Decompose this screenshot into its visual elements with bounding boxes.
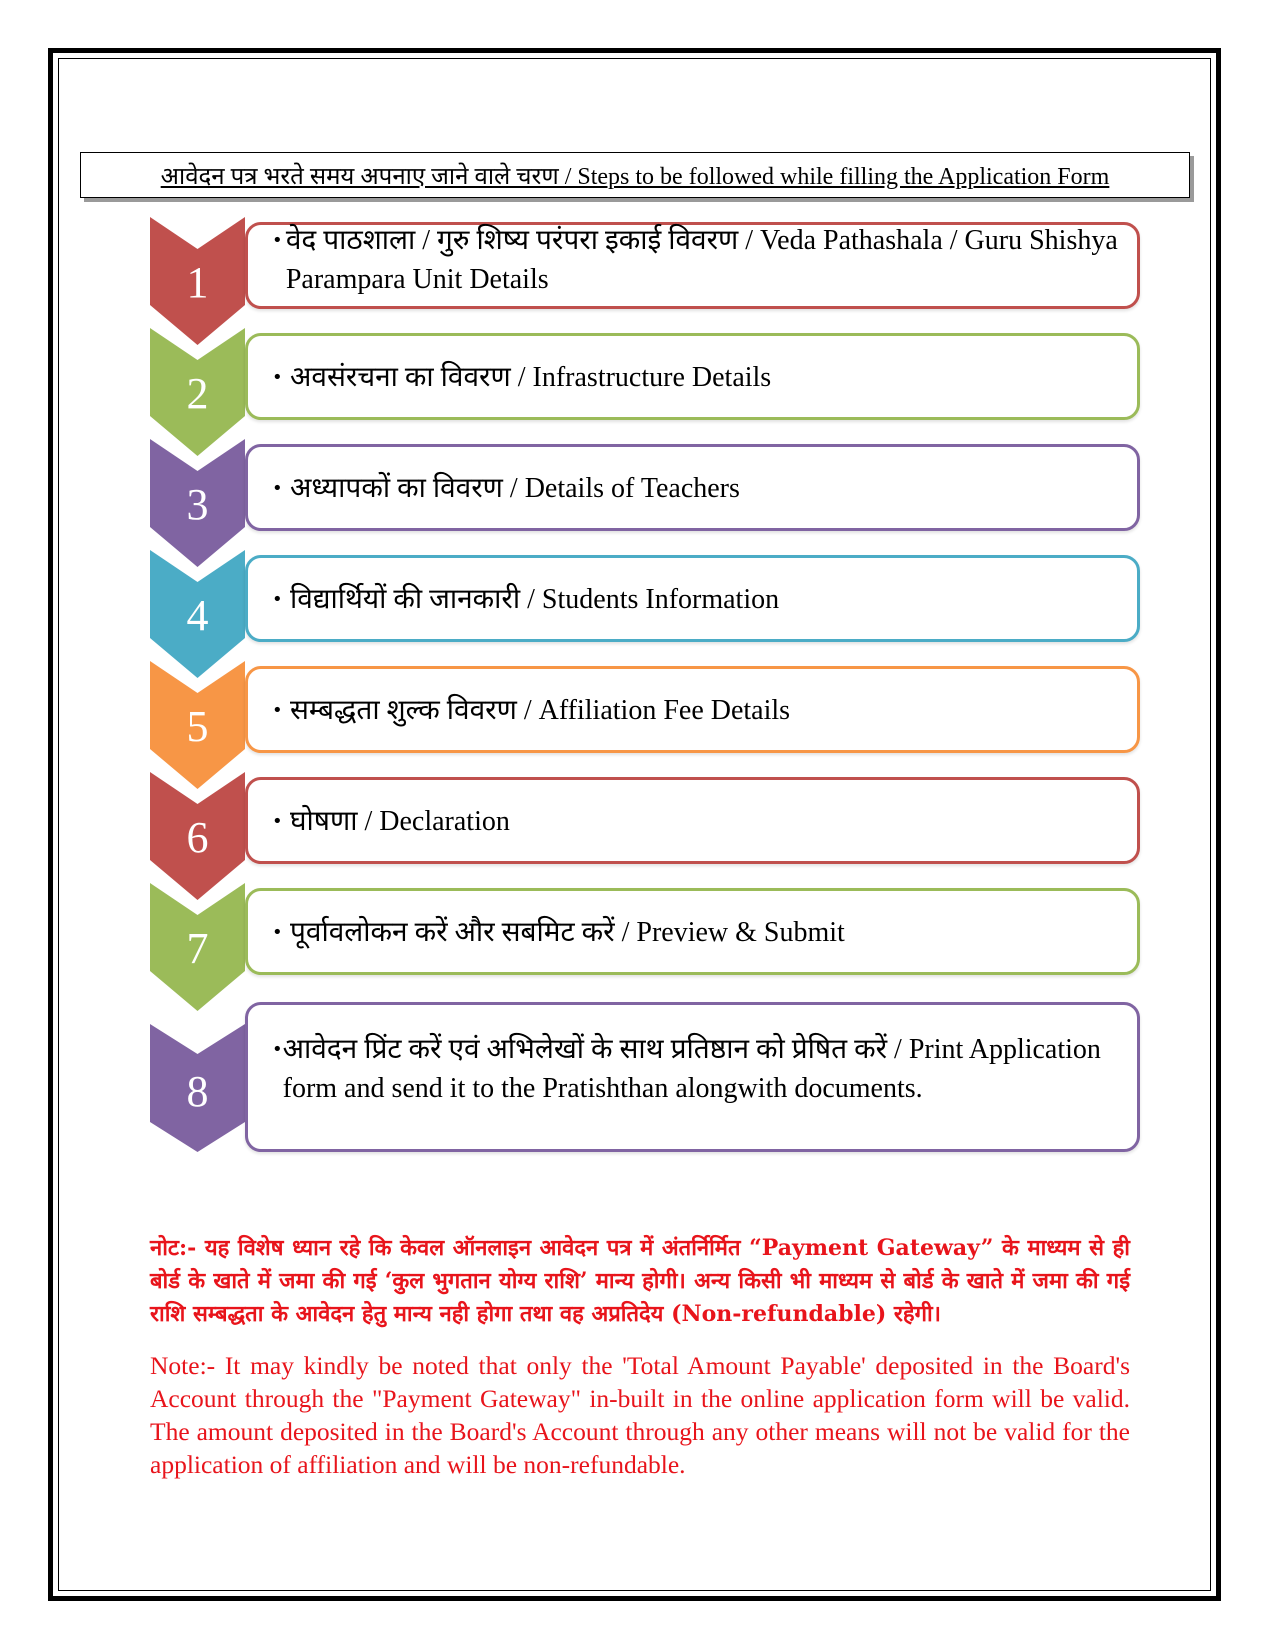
step-number: 8: [186, 1067, 209, 1116]
step-text: [272, 221, 1132, 299]
step-label: अवसंरचना का विवरण / Infrastructure Details: [290, 362, 772, 393]
step-label: आवेदन प्रिंट करें एवं अभिलेखों के साथ प्रतिष्ठान को प्रेषित करें / Print Application form and send it to the Pratishthan alongwith documents.: [282, 1034, 1101, 1104]
bullet-icon: •: [272, 700, 283, 721]
bullet-icon: •: [272, 811, 283, 832]
steps-title: आवेदन पत्र भरते समय अपनाए जाने वाले चरण / Steps to be followed while filling the Application Form: [160, 163, 1110, 190]
step-7: [150, 891, 1140, 1017]
step-text: [272, 1030, 1132, 1108]
bullet-icon: •: [272, 1039, 283, 1060]
step-number: 7: [186, 924, 209, 973]
steps-list: [150, 225, 1140, 1215]
step-text: [272, 802, 1132, 841]
note-english: Note:- It may kindly be noted that only the 'Total Amount Payable' deposited in the Board's Account through the "Payment Gateway" in-built in the online application form will be valid. The amount deposited in the Board's Account through any other means will not be valid for the application of affiliation and will be non-refundable.: [150, 1351, 1130, 1479]
bullet-icon: •: [272, 367, 283, 388]
step-label: अध्यापकों का विवरण / Details of Teachers: [290, 473, 740, 504]
step-text: [272, 580, 1132, 619]
step-label: सम्बद्धता शुल्क विवरण / Affiliation Fee Details: [290, 695, 791, 726]
step-number: 5: [186, 702, 209, 751]
step-number: 1: [186, 258, 209, 307]
steps-title-box: [80, 152, 1190, 198]
bullet-icon: •: [272, 589, 283, 610]
step-number: 3: [186, 480, 209, 529]
step-label: विद्यार्थियों की जानकारी / Students Information: [290, 584, 780, 615]
step-text: [272, 913, 1132, 952]
step-number: 2: [186, 369, 209, 418]
step-8: [150, 1002, 1140, 1152]
step-label: घोषणा / Declaration: [290, 806, 510, 837]
bullet-icon: •: [272, 922, 283, 943]
step-number: 4: [186, 591, 209, 640]
step-number: 6: [186, 813, 209, 862]
note-hindi: नोट:- यह विशेष ध्यान रहे कि केवल ऑनलाइन आवेदन पत्र में अंतर्निर्मित “Payment Gateway” के माध्यम से ही बोर्ड के खाते में जमा की गई ‘कुल भुगतान योग्य राशि’ मान्य होगी। अन्य किसी भी माध्यम से बोर्ड के खाते में जमा की गई राशि सम्बद्धता के आवेदन हेतु मान्य नही होगा तथा वह अप्रतिदेय (Non-refundable) रहेगी।: [150, 1235, 1130, 1327]
notes-section: [150, 1232, 1130, 1481]
bullet-icon: •: [272, 230, 283, 251]
step-text: [272, 469, 1132, 508]
bullet-icon: •: [272, 478, 283, 499]
step-text: [272, 691, 1132, 730]
step-label: वेद पाठशाला / गुरु शिष्य परंपरा इकाई विवरण / Veda Pathashala / Guru Shishya Parampara Unit Details: [285, 225, 1118, 295]
step-text: [272, 358, 1132, 397]
step-label: पूर्वावलोकन करें और सबमिट करें / Preview & Submit: [290, 917, 845, 948]
